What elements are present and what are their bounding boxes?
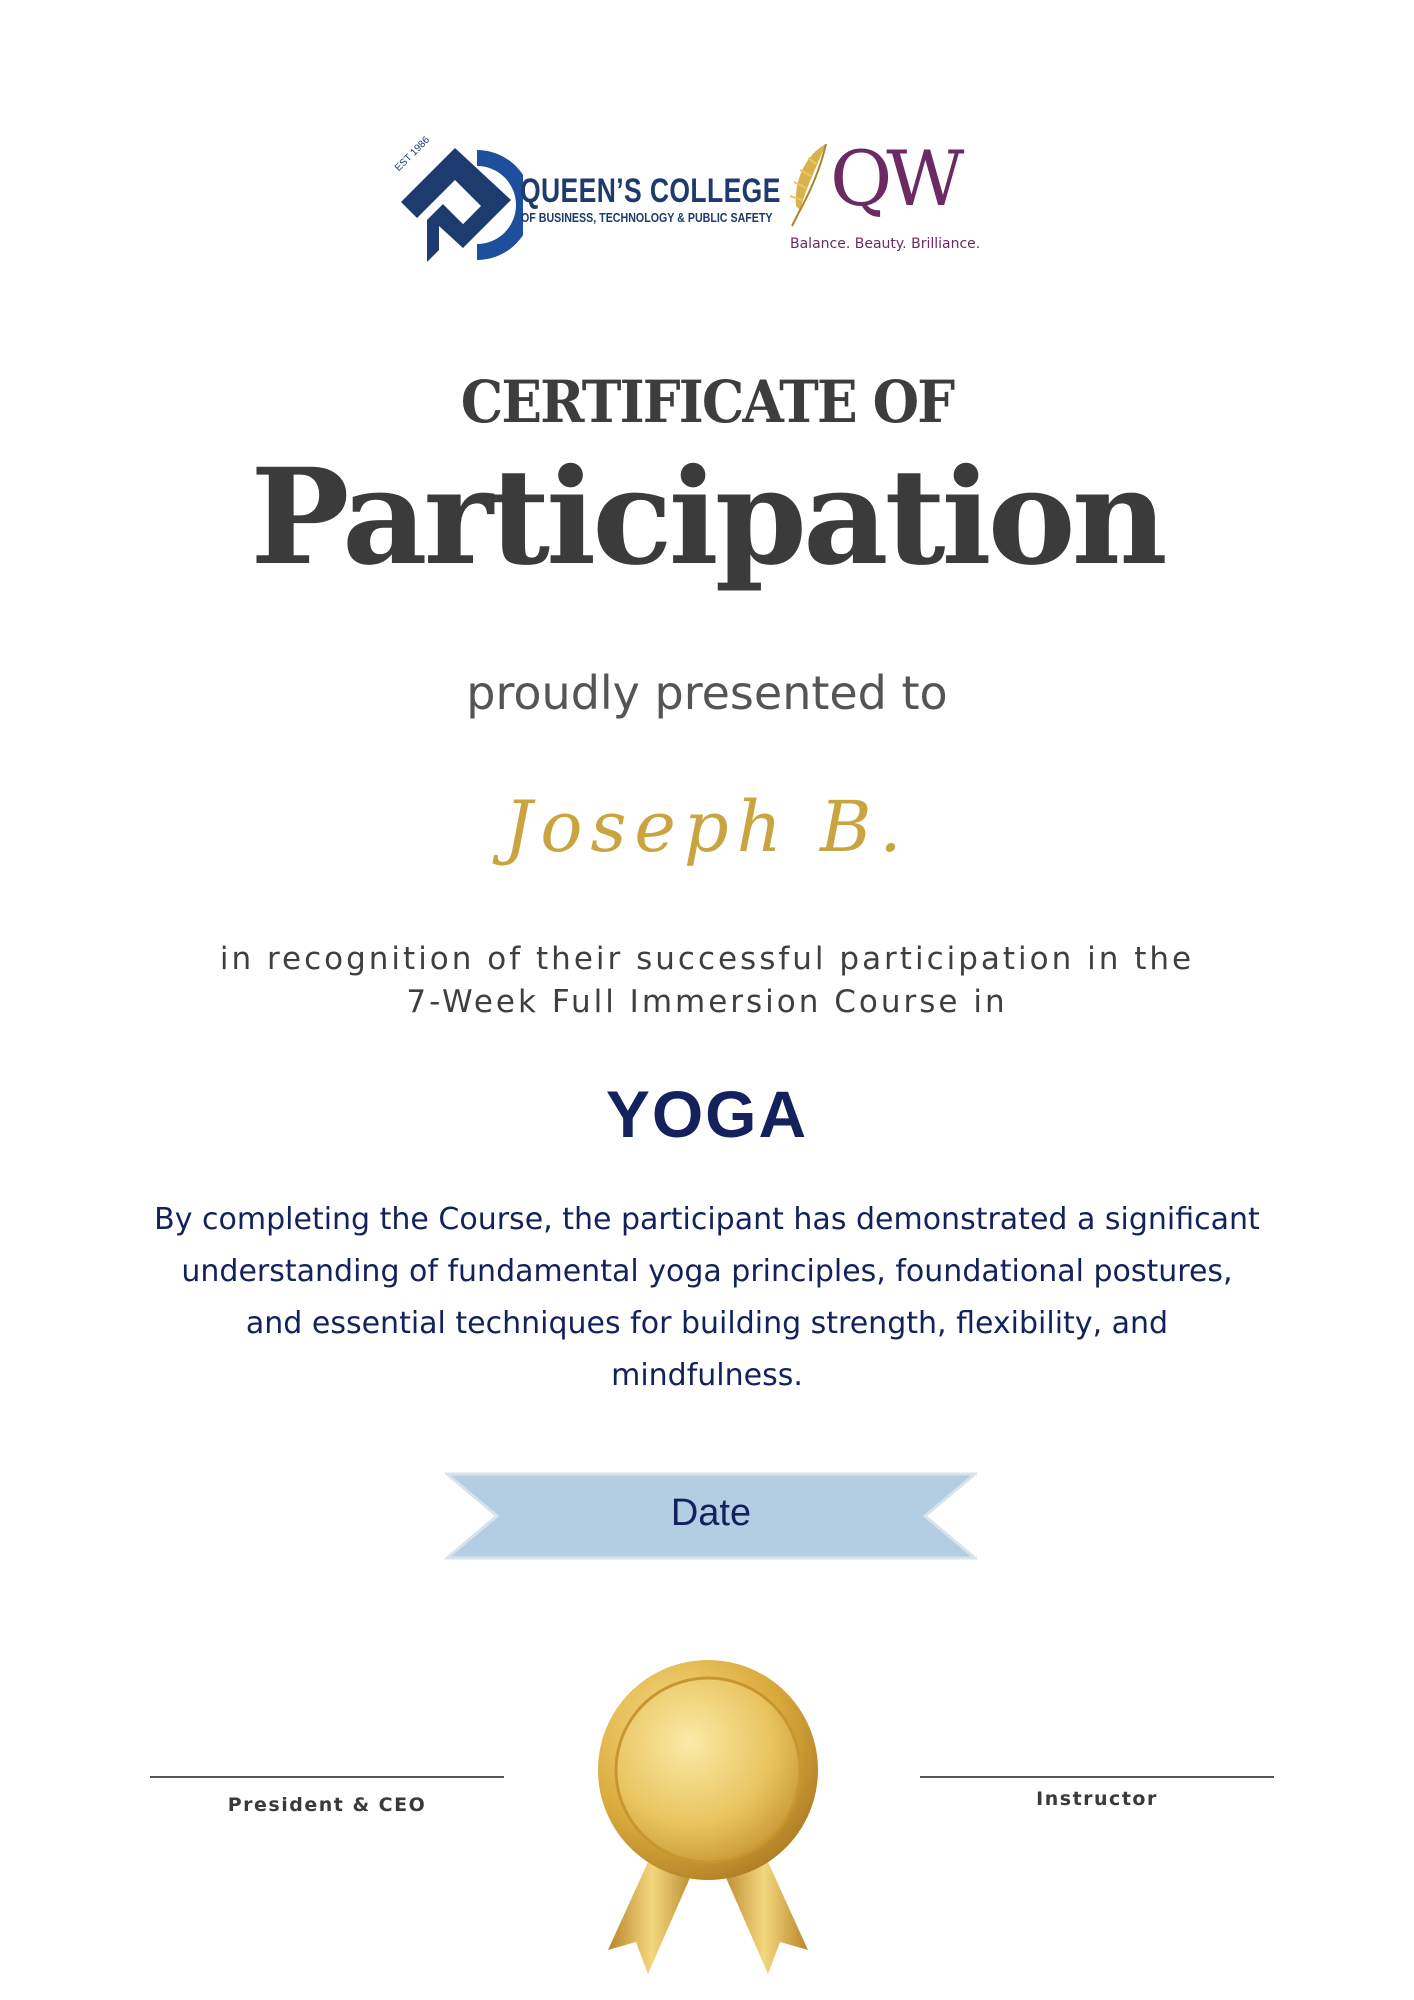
- president-label: President & CEO: [227, 1794, 427, 1816]
- date-label: Date: [670, 1492, 752, 1534]
- recipient-name: Joseph B.: [504, 786, 910, 868]
- certificate-heading: CERTIFICATE OF: [460, 368, 954, 436]
- qw-letters: QW: [830, 134, 959, 223]
- gold-medal-seal: [588, 1650, 828, 1990]
- college-name: QUEEN’S COLLEGE: [520, 172, 781, 210]
- president-signature-line: [150, 1776, 504, 1778]
- instructor-label: Instructor: [1036, 1788, 1158, 1810]
- course-description: By completing the Course, the participant has demonstrated a significant understanding of fundamental yoga principles, foundational postures, and essential techniques for building strength, flexibility, and mindfulness.: [154, 1202, 1260, 1393]
- date-ribbon: [445, 1470, 977, 1562]
- queens-college-logo: [393, 134, 781, 270]
- recognition-line-1: in recognition of their successful participation in the: [219, 941, 1195, 977]
- college-subtitle: OF BUSINESS, TECHNOLOGY & PUBLIC SAFETY: [521, 210, 773, 225]
- course-name: YOGA: [605, 1077, 809, 1151]
- established-year: EST 1986: [393, 134, 433, 174]
- qw-tagline: Balance. Beauty. Brilliance.: [790, 236, 981, 252]
- recognition-text: [0, 938, 1414, 1024]
- certificate-title: Participation: [250, 440, 1164, 595]
- qw-logo: [786, 134, 1006, 260]
- recognition-line-2: 7-Week Full Immersion Course in: [406, 984, 1008, 1020]
- presented-text: proudly presented to: [466, 666, 948, 720]
- gold-feather-icon: [786, 140, 836, 230]
- instructor-signature-line: [920, 1776, 1274, 1778]
- gold-medal-icon: [588, 1650, 828, 1990]
